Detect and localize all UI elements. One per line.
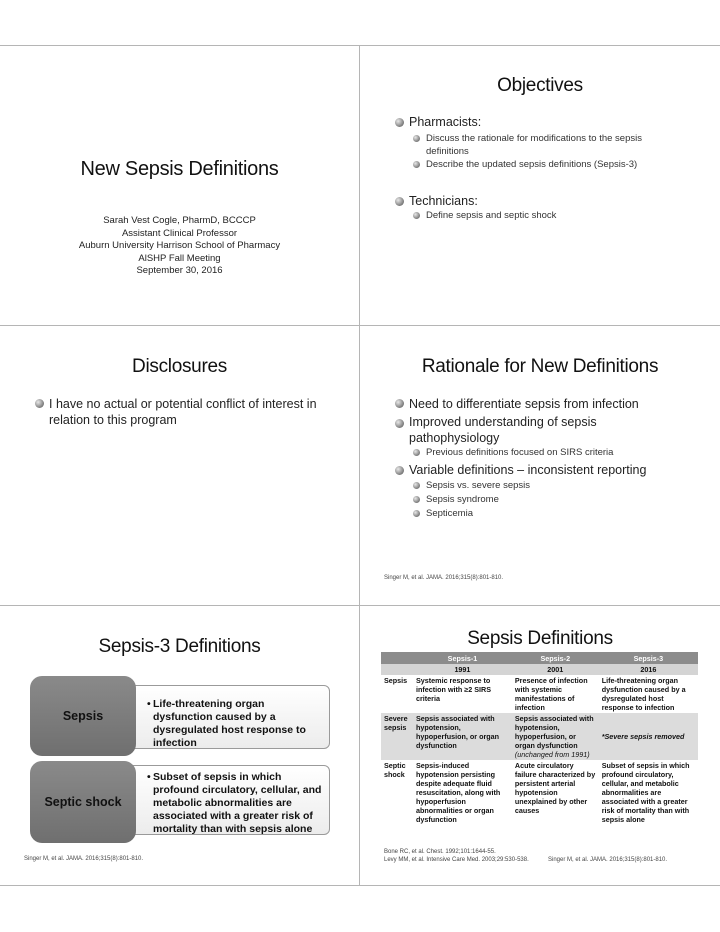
technicians-label: Technicians: xyxy=(409,194,478,208)
table-cell: 2016 xyxy=(599,664,698,675)
sepsis-term-label: Sepsis xyxy=(62,709,104,723)
author-line: September 30, 2016 xyxy=(136,265,223,276)
table-cell: *Severe sepsis removed xyxy=(599,713,698,760)
definition-bullet: • xyxy=(147,698,151,710)
shock-definition: Subset of sepsis in which profound circulatory, cellular, and metabolic abnormalities are associated with a greater risk of mortality than with sepsis alone xyxy=(153,771,322,835)
author-line: Sarah Vest Cogle, PharmD, BCCCP xyxy=(103,215,256,226)
table-cell: Life-threatening organ dysfunction caused by a dysregulated host response to infection xyxy=(599,675,698,713)
table-cell: Sepsis associated with hypotension, hypoperfusion, or organ dysfunction xyxy=(413,713,512,760)
table-cell: Sepsis-induced hypotension persisting despite adequate fluid resuscitation, along with hypoperfusion abnormalities or organ dysfunction xyxy=(413,760,512,825)
sepsis-definition: Life-threatening organ dysfunction caused by a dysregulated host response to infection xyxy=(153,698,306,749)
citation: Bone RC, et al. Chest. 1992;101:1644-55. xyxy=(384,849,496,855)
table-header: Sepsis-1 xyxy=(413,652,512,664)
bullet-icon xyxy=(35,399,44,408)
table-header xyxy=(381,652,413,664)
bullet-icon xyxy=(395,118,404,127)
septic-shock-term-label: Septic shock xyxy=(44,795,122,809)
bullet-icon xyxy=(395,197,404,206)
rationale-subitem: Sepsis syndrome xyxy=(426,494,499,505)
table-cell xyxy=(381,664,413,675)
author-line: AlSHP Fall Meeting xyxy=(138,252,221,264)
bullet-icon xyxy=(413,212,420,219)
slide2-title: Objectives xyxy=(497,75,583,96)
rationale-subitem: Sepsis vs. severe sepsis xyxy=(426,480,531,491)
bullet-icon xyxy=(413,161,420,168)
slide6-title: Sepsis Definitions xyxy=(467,628,613,649)
sepsis-definitions-table xyxy=(381,652,698,825)
slide-divider xyxy=(0,45,720,46)
slide-divider xyxy=(0,325,720,326)
table-cell: 1991 xyxy=(413,664,512,675)
table-cell: Acute circulatory failure characterized by persistent arterial hypotension unexplained by other causes xyxy=(512,760,599,825)
row-label: Septic shock xyxy=(381,760,413,825)
sepsis-definition-box xyxy=(120,685,330,749)
row-label: Severe sepsis xyxy=(381,713,413,760)
table-header: Sepsis-3 xyxy=(599,652,698,664)
slide-divider xyxy=(359,45,360,885)
row-label: Sepsis xyxy=(381,675,413,713)
table-year-row xyxy=(381,664,698,675)
table-cell: Presence of infection with systemic manifestations of infection xyxy=(512,675,599,713)
slide3-title: Disclosures xyxy=(132,356,227,377)
table-cell: 2001 xyxy=(512,664,599,675)
citation: Singer M, et al. JAMA. 2016;315(8):801-810. xyxy=(384,575,504,581)
author-line: Assistant Clinical Professor xyxy=(121,227,238,239)
slide5-title: Sepsis-3 Definitions xyxy=(98,636,261,657)
slide1-byline xyxy=(0,215,359,278)
rationale-bullet: Need to differentiate sepsis from infection xyxy=(409,397,639,411)
rationale-subitem: Previous definitions focused on SIRS criteria xyxy=(426,447,614,458)
citation: Singer M, et al. JAMA. 2016;315(8):801-810. xyxy=(24,856,144,862)
cell-text: Sepsis associated with hypotension, hypoperfusion, or organ dysfunction xyxy=(514,714,594,750)
table-header-row xyxy=(381,652,698,664)
bullet-icon xyxy=(413,482,420,489)
objective-item: Define sepsis and septic shock xyxy=(426,210,557,221)
bullet-icon xyxy=(413,449,420,456)
table-row xyxy=(381,760,698,825)
table-row xyxy=(381,675,698,713)
rationale-subitem: Septicemia xyxy=(426,508,473,519)
slide1-title: New Sepsis Definitions xyxy=(80,158,279,180)
disclosure-text: I have no actual or potential conflict of interest in relation to this program xyxy=(49,397,317,427)
slide-divider xyxy=(0,605,720,606)
table-header: Sepsis-2 xyxy=(512,652,599,664)
septic-shock-term xyxy=(30,761,136,843)
bullet-icon xyxy=(413,510,420,517)
cell-note: (unchanged from 1991) xyxy=(514,750,590,759)
table-cell: Systemic response to infection with ≥2 SIRS criteria xyxy=(413,675,512,713)
definition-bullet: • xyxy=(147,771,151,783)
author-line: Auburn University Harrison School of Pharmacy xyxy=(78,240,281,251)
bullet-icon xyxy=(395,466,404,475)
table-cell xyxy=(512,713,599,760)
sepsis-term xyxy=(30,676,136,756)
objective-item: Discuss the rationale for modifications to the sepsis definitions xyxy=(426,133,642,157)
table-row xyxy=(381,713,698,760)
objective-item: Describe the updated sepsis definitions (Sepsis-3) xyxy=(426,159,638,170)
bullet-icon xyxy=(413,135,420,142)
bullet-icon xyxy=(395,399,404,408)
citation: Singer M, et al. JAMA. 2016;315(8):801-810. xyxy=(548,857,668,863)
table-cell: Subset of sepsis in which profound circulatory, cellular, and metabolic abnormalities are associated with a greater risk of mortality than with sepsis alone xyxy=(599,760,698,825)
bullet-icon xyxy=(395,419,404,428)
slide-divider xyxy=(0,885,720,886)
pharmacists-label: Pharmacists: xyxy=(409,115,482,129)
citation: Levy MM, et al. Intensive Care Med. 2003;29:530-538. xyxy=(384,857,529,863)
rationale-bullet: Variable definitions – inconsistent reporting xyxy=(409,463,647,477)
rationale-bullet: Improved understanding of sepsis pathophysiology xyxy=(409,415,597,445)
slide4-title: Rationale for New Definitions xyxy=(421,356,659,377)
shock-definition-box xyxy=(120,765,330,835)
bullet-icon xyxy=(413,496,420,503)
